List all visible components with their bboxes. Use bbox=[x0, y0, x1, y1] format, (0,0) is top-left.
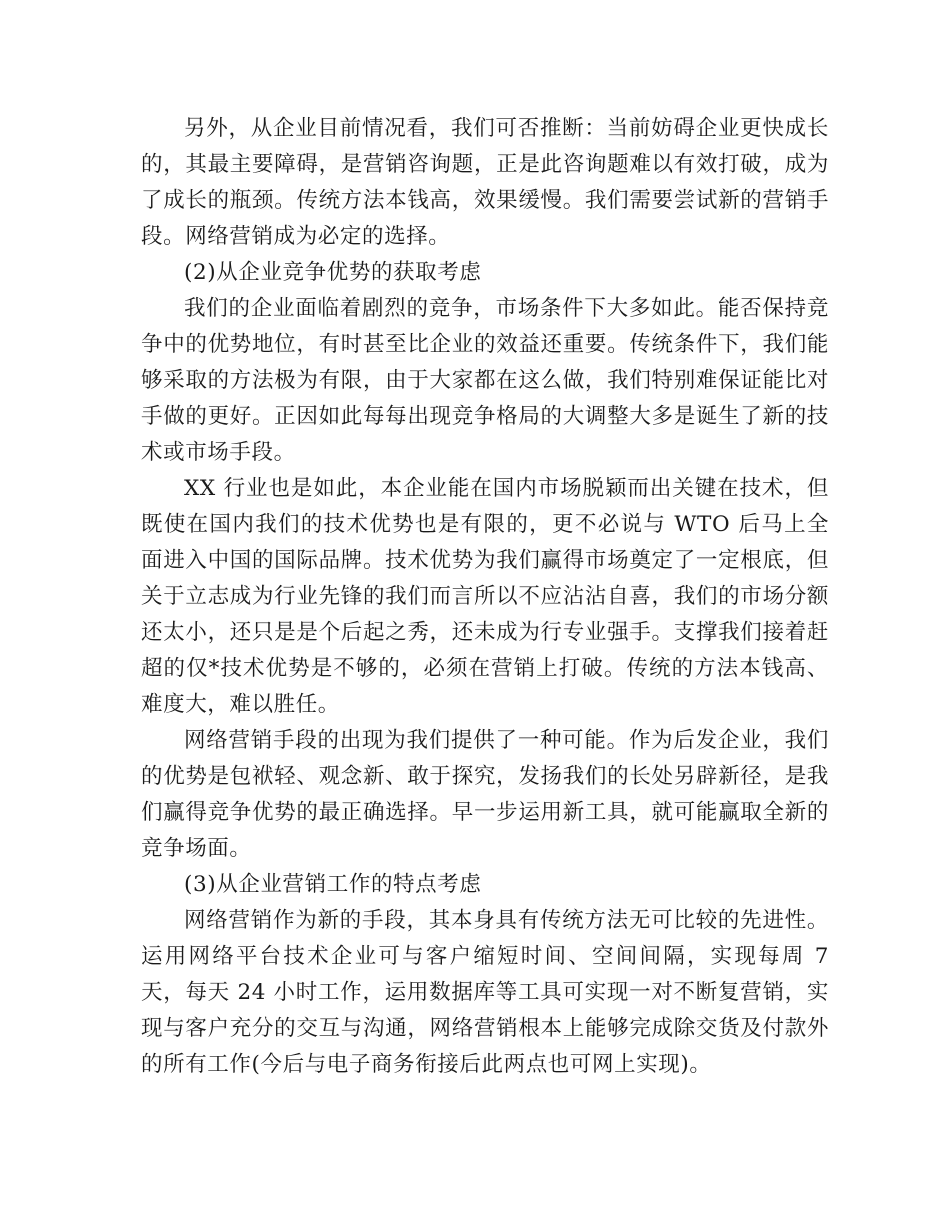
paragraph-5: 网络营销作为新的手段，其本身具有传统方法无可比较的先进性。运用网络平台技术企业可与客户缩短时间、空间间隔，实现每周 7 天，每天 24 小时工作，运用数据库等工具可实现一对不断复营销，实现与客户充分的交互与沟通，网络营销根本上能够完成除交货及付款外的所有工作(今后与电子商务衔接后此两点也可网上实现)。 bbox=[141, 908, 829, 1077]
paragraph-4: 网络营销手段的出现为我们提供了一种可能。作为后发企业，我们的优势是包袱轻、观念新、敢于探究，发扬我们的长处另辟新径，是我们赢得竞争优势的最正确选择。早一步运用新工具，就可能赢取全新的竞争场面。 bbox=[141, 728, 829, 861]
section-heading-2: (2)从企业竞争优势的获取考虑 bbox=[184, 260, 482, 285]
paragraph-3: XX 行业也是如此，本企业能在国内市场脱颖而出关键在技术，但既使在国内我们的技术优势也是有限的，更不必说与 WTO 后马上全面进入中国的国际品牌。技术优势为我们赢得市场奠定了一定根底，但关于立志成为行业先锋的我们而言所以不应沾沾自喜，我们的市场分额还太小，还只是是个后起之秀，还未成为行专业强手。支撑我们接着赶超的仅*技术优势是不够的，必须在营销上打破。传统的方法本钱高、难度大，难以胜任。 bbox=[141, 476, 829, 717]
paragraph-2: 我们的企业面临着剧烈的竞争，市场条件下大多如此。能否保持竞争中的优势地位，有时甚至比企业的效益还重要。传统条件下，我们能够采取的方法极为有限，由于大家都在这么做，我们特别难保证能比对手做的更好。正因如此每每出现竞争格局的大调整大多是诞生了新的技术或市场手段。 bbox=[141, 296, 829, 465]
paragraph-1: 另外，从企业目前情况看，我们可否推断：当前妨碍企业更快成长的，其最主要障碍，是营销咨询题，正是此咨询题难以有效打破，成为了成长的瓶颈。传统方法本钱高，效果缓慢。我们需要尝试新的营销手段。网络营销成为必定的选择。 bbox=[141, 116, 829, 249]
document-body bbox=[141, 111, 829, 1083]
section-heading-3: (3)从企业营销工作的特点考虑 bbox=[184, 872, 482, 897]
